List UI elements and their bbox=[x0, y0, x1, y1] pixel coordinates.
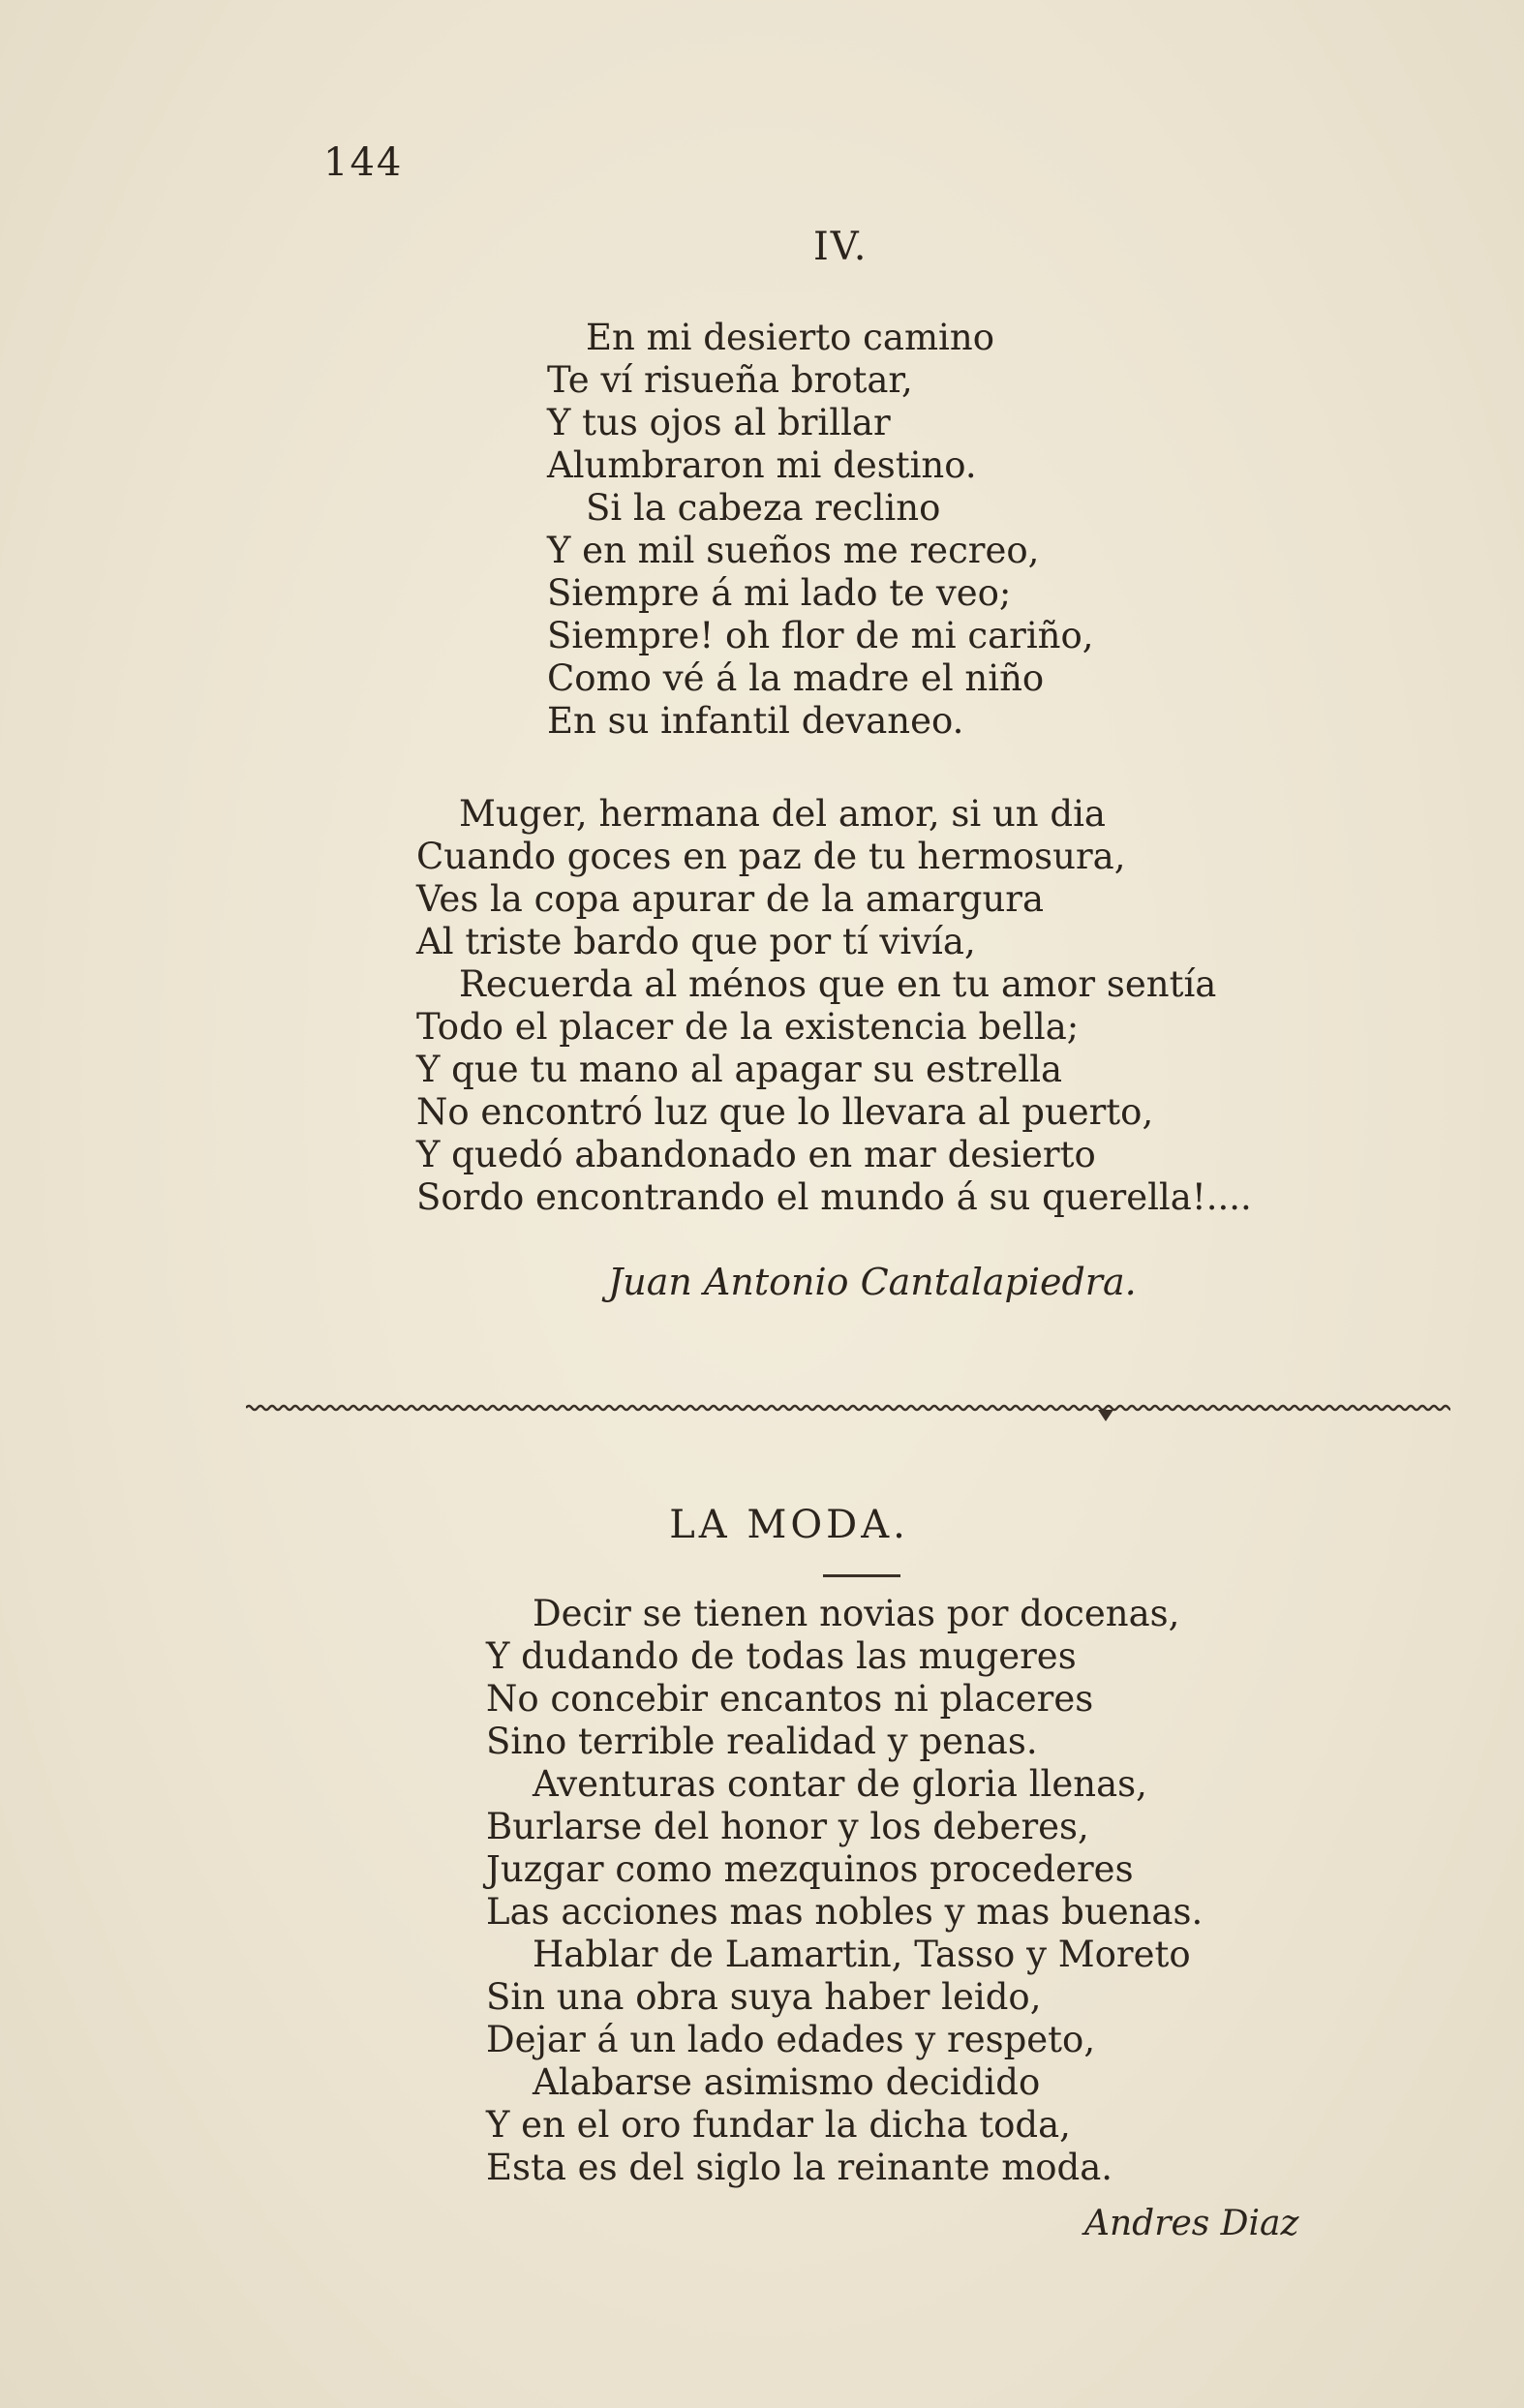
poem-line: Decir se tienen novias por docenas, bbox=[533, 1593, 1180, 1634]
poem-title: LA MODA. bbox=[669, 1503, 909, 1547]
wavy-divider-rule bbox=[246, 1400, 1450, 1423]
poem-line: En su infantil devaneo. bbox=[547, 700, 964, 742]
poem-line: Alabarse asimismo decidido bbox=[533, 2061, 1041, 2103]
poem-line: Y quedó abandonado en mar desierto bbox=[416, 1134, 1096, 1175]
poem-line: Y que tu mano al apagar su estrella bbox=[416, 1049, 1063, 1090]
title-underline-rule bbox=[823, 1574, 900, 1577]
poem-stanza-decima bbox=[547, 317, 1094, 743]
poem-line: No encontró luz que lo llevara al puerto, bbox=[416, 1091, 1154, 1133]
poem-line: Y en mil sueños me recreo, bbox=[547, 530, 1040, 571]
poem-line: Ves la copa apurar de la amargura bbox=[416, 878, 1045, 920]
poem-line: No concebir encantos ni placeres bbox=[486, 1678, 1094, 1720]
poem-stanza-sonnet bbox=[416, 793, 1252, 1219]
poem-line: Te ví risueña brotar, bbox=[547, 359, 913, 401]
author-signature: Juan Antonio Cantalapiedra. bbox=[608, 1261, 1137, 1303]
poem-line: Cuando goces en paz de tu hermosura, bbox=[416, 836, 1126, 877]
poem-line: Sino terrible realidad y penas. bbox=[486, 1721, 1038, 1762]
author-signature: Andres Diaz bbox=[1084, 2204, 1299, 2243]
poem-line: Esta es del siglo la reinante moda. bbox=[486, 2147, 1113, 2188]
poem-line: Y tus ojos al brillar bbox=[547, 402, 891, 443]
poem-line: Aventuras contar de gloria llenas, bbox=[533, 1763, 1147, 1805]
poem-line: Siempre! oh flor de mi cariño, bbox=[547, 615, 1094, 656]
poem-line: Burlarse del honor y los deberes, bbox=[486, 1806, 1089, 1847]
poem-line: Muger, hermana del amor, si un dia bbox=[459, 793, 1106, 835]
section-numeral: IV. bbox=[813, 225, 869, 269]
poem-line: Siempre á mi lado te veo; bbox=[547, 572, 1012, 614]
poem-stanza-la-moda bbox=[486, 1593, 1203, 2189]
poem-line: Recuerda al ménos que en tu amor sentía bbox=[459, 963, 1217, 1005]
poem-line: Dejar á un lado edades y respeto, bbox=[486, 2019, 1096, 2060]
poem-line: Si la cabeza reclino bbox=[586, 487, 941, 529]
poem-line: Las acciones mas nobles y mas buenas. bbox=[486, 1891, 1204, 1933]
poem-line: En mi desierto camino bbox=[586, 317, 994, 358]
poem-line: Hablar de Lamartin, Tasso y Moreto bbox=[533, 1934, 1191, 1975]
poem-line: Y en el oro fundar la dicha toda, bbox=[486, 2104, 1071, 2146]
poem-line: Alumbraron mi destino. bbox=[547, 444, 977, 486]
page-number: 144 bbox=[323, 140, 404, 185]
poem-line: Todo el placer de la existencia bella; bbox=[416, 1006, 1080, 1048]
poem-line: Como vé á la madre el niño bbox=[547, 657, 1045, 699]
poem-line: Sin una obra suya haber leido, bbox=[486, 1976, 1042, 2018]
poem-line: Y dudando de todas las mugeres bbox=[486, 1635, 1077, 1677]
poem-line: Al triste bardo que por tí vivía, bbox=[416, 921, 976, 962]
poem-line: Juzgar como mezquinos procederes bbox=[486, 1848, 1134, 1890]
poem-line: Sordo encontrando el mundo á su querella!.... bbox=[416, 1176, 1252, 1218]
